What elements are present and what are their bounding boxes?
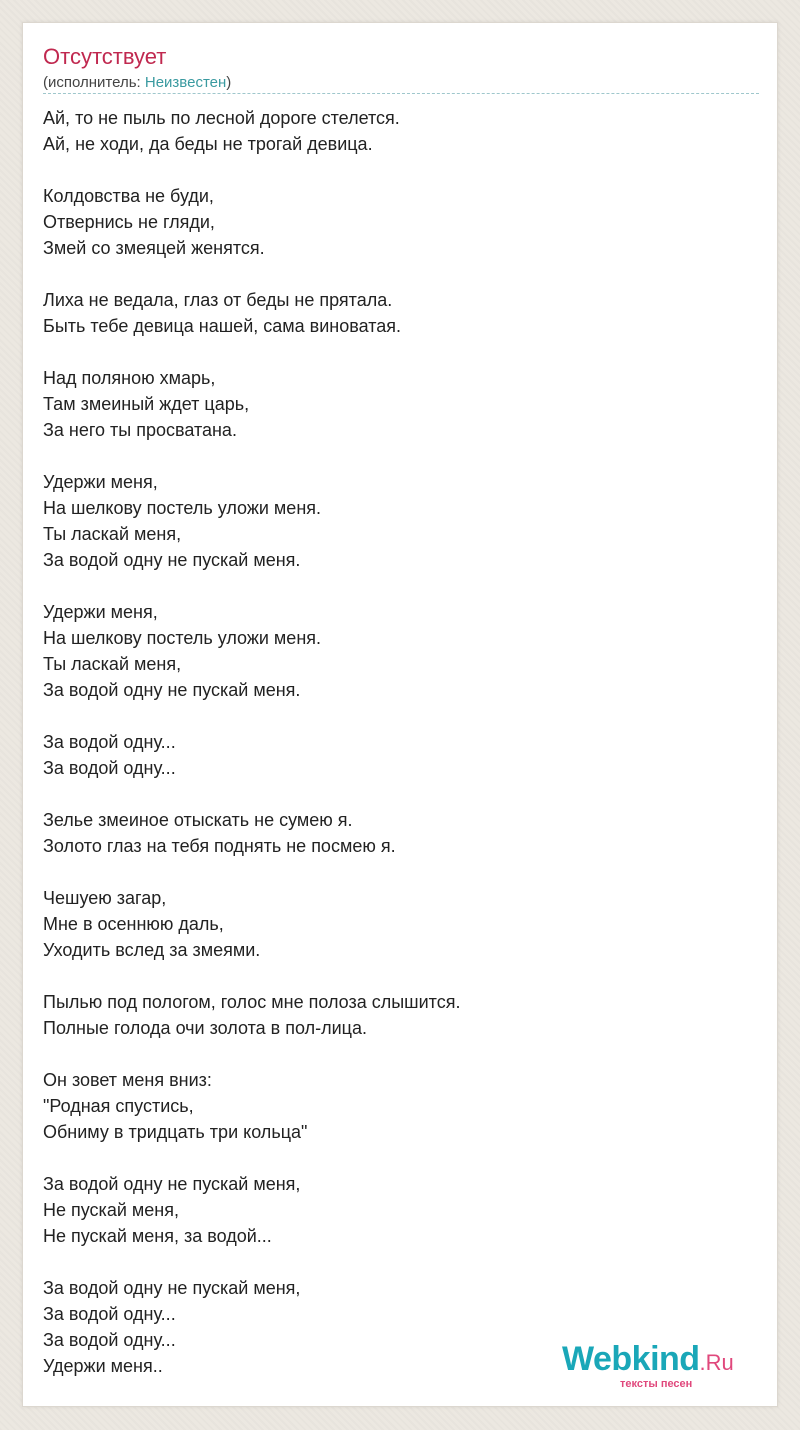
lyric-line: За водой одну... bbox=[43, 1304, 176, 1324]
lyric-line: Уходить вслед за змеями. bbox=[43, 940, 261, 960]
lyric-line: На шелкову постель уложи меня. bbox=[43, 498, 322, 518]
lyric-line: Ай, то не пыль по лесной дороге стелется. bbox=[43, 108, 400, 128]
stanza-break bbox=[43, 781, 759, 807]
stanza-break bbox=[43, 1041, 759, 1067]
lyric-line: Над поляною хмарь, bbox=[43, 368, 216, 388]
lyric-line: Обниму в тридцать три кольца" bbox=[43, 1122, 308, 1142]
artist-prefix: (исполнитель: bbox=[43, 74, 145, 91]
artist-line bbox=[43, 73, 231, 93]
stanza-break bbox=[43, 1145, 759, 1171]
lyric-line: Ты ласкай меня, bbox=[43, 654, 182, 674]
title-divider bbox=[43, 93, 759, 94]
stanza-break bbox=[43, 573, 759, 599]
stanza-break bbox=[43, 157, 759, 183]
lyric-line: Полные голода очи золота в пол-лица. bbox=[43, 1018, 367, 1038]
stanza-break bbox=[43, 443, 759, 469]
lyric-line: За водой одну... bbox=[43, 732, 176, 752]
lyrics-card bbox=[22, 22, 778, 1407]
logo-wordmark bbox=[562, 1340, 734, 1382]
lyric-line: За водой одну не пускай меня. bbox=[43, 680, 301, 700]
artist-suffix: ) bbox=[226, 74, 232, 91]
webkind-logo[interactable] bbox=[562, 1340, 762, 1390]
lyric-line: За водой одну не пускай меня. bbox=[43, 550, 301, 570]
logo-tagline: тексты песен bbox=[620, 1378, 693, 1390]
lyric-line: Удержи меня, bbox=[43, 602, 158, 622]
lyric-line: Чешуею загар, bbox=[43, 888, 167, 908]
lyric-line: Быть тебе девица нашей, сама виноватая. bbox=[43, 316, 401, 336]
lyric-line: "Родная спустись, bbox=[43, 1096, 194, 1116]
lyric-line: Не пускай меня, bbox=[43, 1200, 179, 1220]
lyric-line: Золото глаз на тебя поднять не посмею я. bbox=[43, 836, 396, 856]
stanza-break bbox=[43, 963, 759, 989]
lyric-line: За водой одну не пускай меня, bbox=[43, 1174, 301, 1194]
lyric-line: Мне в осеннюю даль, bbox=[43, 914, 224, 934]
artist-link[interactable]: Неизвестен bbox=[144, 74, 227, 91]
lyrics-text bbox=[43, 105, 759, 1379]
stanza-break bbox=[43, 261, 759, 287]
lyric-line: Удержи меня.. bbox=[43, 1356, 163, 1376]
lyric-line: Он зовет меня вниз: bbox=[43, 1070, 212, 1090]
lyric-line: Там змеиный ждет царь, bbox=[43, 394, 250, 414]
lyric-line: За водой одну... bbox=[43, 1330, 176, 1350]
lyric-line: На шелкову постель уложи меня. bbox=[43, 628, 322, 648]
stanza-break bbox=[43, 859, 759, 885]
stanza-break bbox=[43, 339, 759, 365]
lyric-line: Змей со змеяцей женятся. bbox=[43, 238, 265, 258]
stanza-break bbox=[43, 703, 759, 729]
lyric-line: За него ты просватана. bbox=[43, 420, 237, 440]
lyric-line: За водой одну... bbox=[43, 758, 176, 778]
lyric-line: Не пускай меня, за водой... bbox=[43, 1226, 272, 1246]
lyric-line: Ай, не ходи, да беды не трогай девица. bbox=[43, 134, 373, 154]
lyric-line: Лиха не ведала, глаз от беды не прятала. bbox=[43, 290, 393, 310]
lyric-line: За водой одну не пускай меня, bbox=[43, 1278, 301, 1298]
lyric-line: Отвернись не гляди, bbox=[43, 212, 215, 232]
logo-name: Webkind bbox=[562, 1340, 700, 1378]
stanza-break bbox=[43, 1249, 759, 1275]
lyric-line: Пылью под пологом, голос мне полоза слышится. bbox=[43, 992, 461, 1012]
lyric-line: Ты ласкай меня, bbox=[43, 524, 182, 544]
logo-tld: .Ru bbox=[699, 1350, 734, 1375]
song-title: Отсутствует bbox=[43, 44, 167, 69]
lyric-line: Колдовства не буди, bbox=[43, 186, 214, 206]
lyric-line: Зелье змеиное отыскать не сумею я. bbox=[43, 810, 353, 830]
lyric-line: Удержи меня, bbox=[43, 472, 158, 492]
